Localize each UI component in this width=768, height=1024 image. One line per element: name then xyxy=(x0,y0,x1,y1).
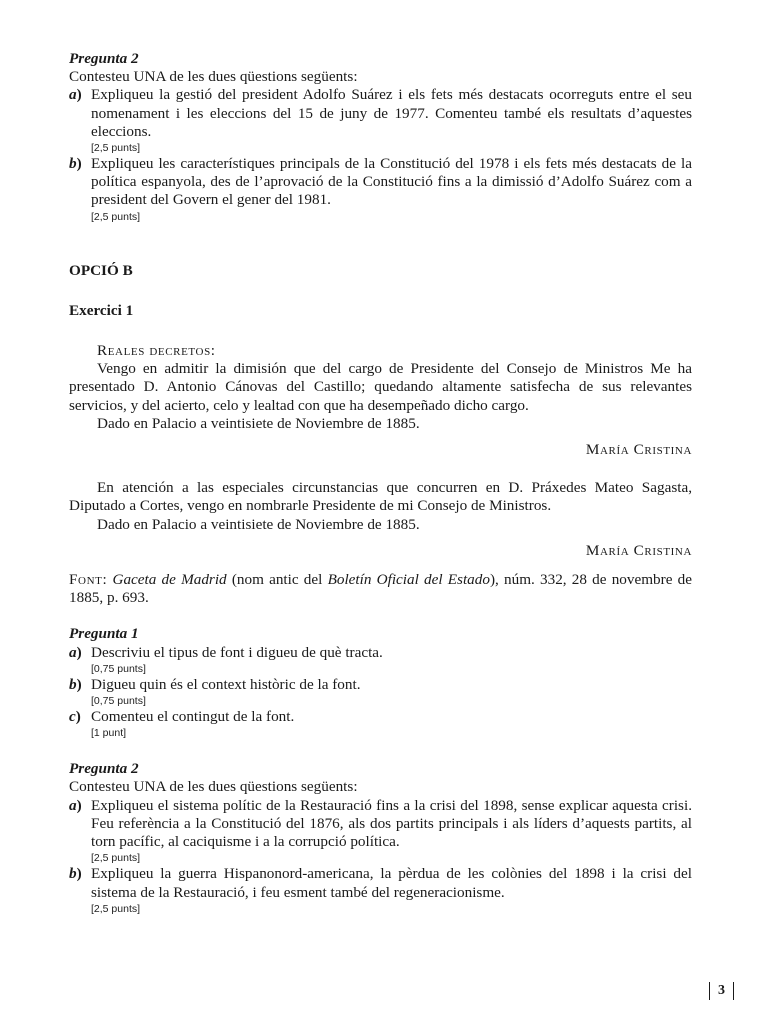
item-label: a) xyxy=(69,86,82,104)
item-text: Descriviu el tipus de font i digueu de què tracta. xyxy=(91,643,383,661)
points-label: [2,5 punts] xyxy=(91,210,141,223)
decrees-title: Reales decretos: xyxy=(97,342,216,360)
item-label: a) xyxy=(69,796,82,814)
question-item-c xyxy=(69,708,692,726)
source-text xyxy=(69,342,692,560)
item-label: c) xyxy=(69,708,81,726)
item-text: Comenteu el contingut de la font. xyxy=(91,708,295,726)
question-item-a xyxy=(69,86,692,141)
item-label: b) xyxy=(69,865,82,883)
item-text: Expliqueu la guerra Hispanonord-americana, la pèrdua de les colònies del 1898 i la crisi del sistema de la Restauració, i feu esment també del regeneracionisme. xyxy=(91,865,692,901)
document-page xyxy=(69,50,692,916)
decree-date-2: Dado en Palacio a veintisiete de Noviembre de 1885. xyxy=(97,515,420,533)
question-heading: Pregunta 2 xyxy=(69,50,139,67)
item-text: Expliqueu el sistema polític de la Restauració fins a la crisi del 1898, sense explicar aquesta crisi. Feu referència a la Constitució del 1876, als dos partits principals i als líders d’aquests partits, al torn pacífic, al caciquisme i a la corrupció política. xyxy=(91,796,692,851)
question-item-b xyxy=(69,155,692,210)
item-label: b) xyxy=(69,675,82,693)
points-label: [2,5 punts] xyxy=(91,852,141,865)
signature-1: María Cristina xyxy=(585,441,692,459)
item-text: Expliqueu les característiques principals de la Constitució del 1978 i els fets més destacats de la política espanyola, des de l’aprovació de la Constitució fins a la dimissió d’Adolfo Suárez com a president del Govern el gener del 1981. xyxy=(91,155,692,209)
option-b-heading: OPCIÓ B xyxy=(69,261,133,279)
item-label: b) xyxy=(69,155,82,173)
decree-date-1: Dado en Palacio a veintisiete de Noviembre de 1885. xyxy=(97,414,420,432)
item-text: Expliqueu la gestió del president Adolfo Suárez i els fets més destacats ocorreguts entre el seu nomenament i les eleccions del 15 de juny de 1977. Comenteu també els resultats d’aquestes eleccions. xyxy=(91,86,692,140)
question-item-b xyxy=(69,676,692,694)
points-label: [0,75 punts] xyxy=(91,695,146,708)
question-intro: Contesteu UNA de les dues qüestions següents: xyxy=(69,68,358,86)
option-b-question-2 xyxy=(69,760,692,915)
decree-paragraph-2: En atención a las especiales circunstancias que concurren en D. Práxedes Mateo Sagasta, Diputado a Cortes, vengo en nombrarle Presidente de mi Consejo de Ministros. xyxy=(69,479,692,515)
question-item-a xyxy=(69,644,692,662)
item-label: a) xyxy=(69,643,82,661)
points-label: [2,5 punts] xyxy=(91,142,141,155)
item-text: Digueu quin és el context històric de la font. xyxy=(91,675,361,693)
points-label: [2,5 punts] xyxy=(91,902,141,915)
source-reference: Font: Gaceta de Madrid (nom antic del Boletín Oficial del Estado), núm. 332, 28 de novembre de 1885, p. 693. xyxy=(69,571,692,607)
points-label: [1 punt] xyxy=(91,727,127,740)
question-item-b xyxy=(69,865,692,901)
question-heading: Pregunta 1 xyxy=(69,625,139,643)
question-heading: Pregunta 2 xyxy=(69,760,139,778)
exercise-heading: Exercici 1 xyxy=(69,301,134,319)
points-label: [0,75 punts] xyxy=(91,662,146,675)
question-intro: Contesteu UNA de les dues qüestions següents: xyxy=(69,778,358,796)
signature-2: María Cristina xyxy=(585,541,692,559)
page-number: 3 xyxy=(709,982,734,1000)
option-a-question-2 xyxy=(69,50,692,224)
question-item-a xyxy=(69,797,692,852)
decree-paragraph-1: Vengo en admitir la dimisión que del cargo de Presidente del Consejo de Ministros Me ha presentado D. Antonio Cánovas del Castillo; quedando altamente satisfecha de sus relevantes servicios, y del acierto, celo y lealtad con que ha desempeñado dicho cargo. xyxy=(69,360,692,414)
option-b-question-1 xyxy=(69,625,692,740)
